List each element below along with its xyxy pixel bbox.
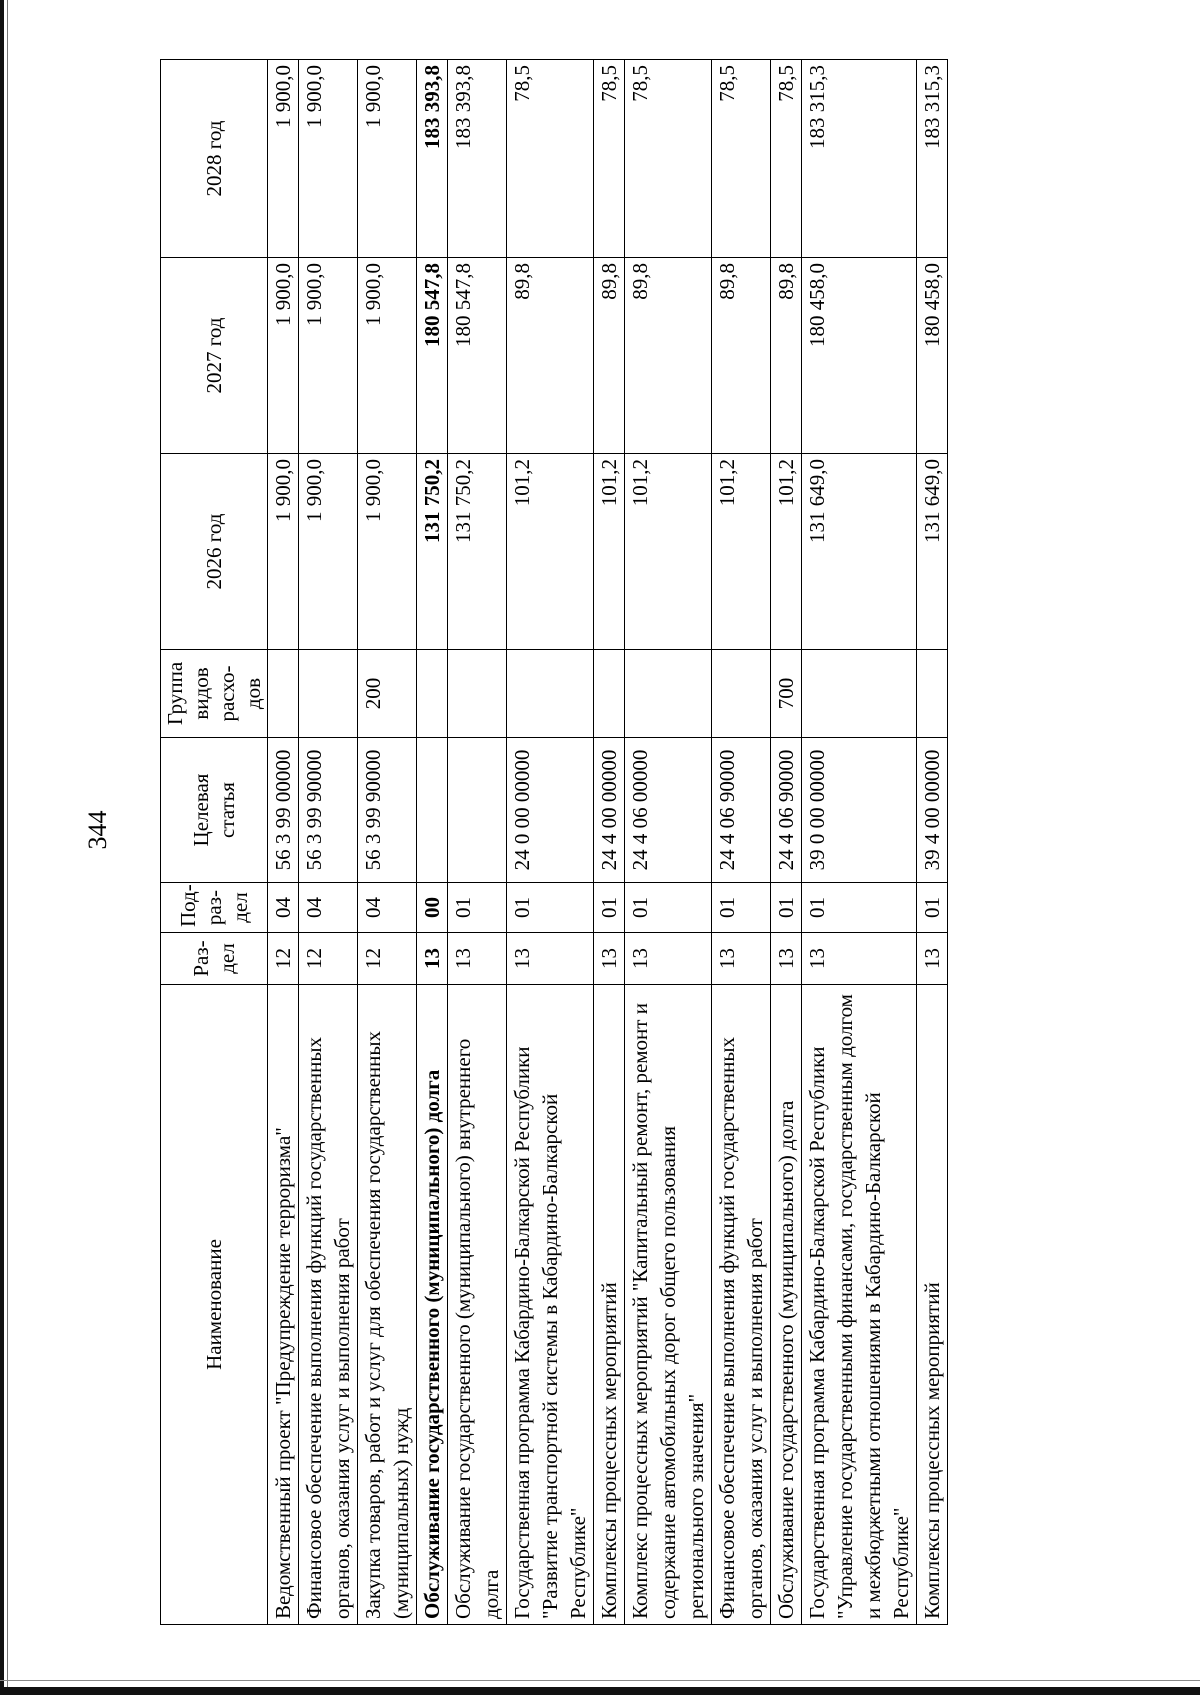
cell-expense-group	[268, 650, 299, 738]
table-row	[802, 60, 917, 1625]
cell-section: 13	[594, 933, 625, 985]
cell-section: 13	[417, 933, 448, 985]
cell-2027: 1 900,0	[268, 258, 299, 454]
budget-table	[160, 59, 948, 1625]
cell-subsection: 01	[625, 883, 712, 933]
table-row	[417, 60, 448, 1625]
cell-target-article: 56 3 99 90000	[299, 738, 358, 883]
scan-edge-left	[0, 0, 4, 1695]
cell-subsection: 01	[507, 883, 594, 933]
cell-target-article: 39 0 00 00000	[802, 738, 917, 883]
cell-target-article: 39 4 00 00000	[917, 738, 948, 883]
header-year-2026: 2026 год	[161, 454, 268, 650]
cell-section: 13	[771, 933, 802, 985]
cell-target-article	[448, 738, 507, 883]
cell-target-article: 56 3 99 90000	[358, 738, 417, 883]
cell-2028: 183 393,8	[417, 60, 448, 258]
cell-2028: 1 900,0	[299, 60, 358, 258]
table-row	[358, 60, 417, 1625]
cell-2028: 183 315,3	[917, 60, 948, 258]
header-expense-group: Группа видов расхо- дов	[161, 650, 268, 738]
cell-2026: 131 750,2	[448, 454, 507, 650]
cell-subsection: 04	[299, 883, 358, 933]
header-year-2028: 2028 год	[161, 60, 268, 258]
cell-2028: 78,5	[712, 60, 771, 258]
scan-edge-left-line	[7, 0, 8, 1695]
table-row	[299, 60, 358, 1625]
cell-section: 12	[268, 933, 299, 985]
cell-name: Ведомственный проект "Предупреждение терроризма"	[268, 985, 299, 1625]
cell-2028: 1 900,0	[268, 60, 299, 258]
cell-2028: 78,5	[625, 60, 712, 258]
cell-2026: 131 750,2	[417, 454, 448, 650]
header-subsection: Под- раз- дел	[161, 883, 268, 933]
cell-2026: 131 649,0	[802, 454, 917, 650]
cell-2026: 1 900,0	[358, 454, 417, 650]
cell-name: Обслуживание государственного (муниципального) долга	[417, 985, 448, 1625]
table-header-row	[161, 60, 268, 1625]
scan-edge-bottom	[0, 1687, 1200, 1695]
cell-2027: 1 900,0	[358, 258, 417, 454]
cell-name: Закупка товаров, работ и услуг для обеспечения государственных (муниципальных) нужд	[358, 985, 417, 1625]
table-row	[712, 60, 771, 1625]
cell-expense-group	[802, 650, 917, 738]
cell-2027: 89,8	[771, 258, 802, 454]
cell-section: 13	[917, 933, 948, 985]
cell-2027: 89,8	[594, 258, 625, 454]
cell-2028: 1 900,0	[358, 60, 417, 258]
cell-name: Финансовое обеспечение выполнения функций государственных органов, оказания услуг и выполнения работ	[712, 985, 771, 1625]
cell-2026: 101,2	[507, 454, 594, 650]
cell-2027: 180 458,0	[917, 258, 948, 454]
table-row	[507, 60, 594, 1625]
cell-subsection: 01	[802, 883, 917, 933]
cell-name: Финансовое обеспечение выполнения функций государственных органов, оказания услуг и выполнения работ	[299, 985, 358, 1625]
header-target-article: Целевая статья	[161, 738, 268, 883]
cell-expense-group	[507, 650, 594, 738]
cell-section: 13	[448, 933, 507, 985]
table-body	[268, 60, 948, 1625]
cell-section: 13	[507, 933, 594, 985]
table-row	[917, 60, 948, 1625]
cell-subsection: 01	[594, 883, 625, 933]
table-row	[625, 60, 712, 1625]
cell-target-article: 24 4 06 90000	[771, 738, 802, 883]
cell-section: 12	[299, 933, 358, 985]
cell-2028: 78,5	[594, 60, 625, 258]
cell-section: 12	[358, 933, 417, 985]
cell-expense-group: 700	[771, 650, 802, 738]
cell-name: Государственная программа Кабардино-Балкарской Республики "Развитие транспортной системы в Кабардино-Балкарской Республике"	[507, 985, 594, 1625]
cell-2027: 180 547,8	[417, 258, 448, 454]
cell-2026: 131 649,0	[917, 454, 948, 650]
header-year-2027: 2027 год	[161, 258, 268, 454]
cell-2026: 101,2	[712, 454, 771, 650]
cell-expense-group	[625, 650, 712, 738]
cell-expense-group: 200	[358, 650, 417, 738]
cell-2027: 180 458,0	[802, 258, 917, 454]
header-name: Наименование	[161, 985, 268, 1625]
cell-2027: 89,8	[625, 258, 712, 454]
cell-2028: 78,5	[771, 60, 802, 258]
page-number: 344	[83, 810, 112, 850]
cell-2026: 101,2	[594, 454, 625, 650]
cell-2028: 78,5	[507, 60, 594, 258]
cell-2027: 180 547,8	[448, 258, 507, 454]
cell-name: Комплексы процессных мероприятий	[917, 985, 948, 1625]
cell-2026: 101,2	[625, 454, 712, 650]
cell-name: Государственная программа Кабардино-Балкарской Республики "Управление государственными финансами, государственным долгом и межбюджетными отношениями в Кабардино-Балкарской Республике"	[802, 985, 917, 1625]
cell-2027: 89,8	[507, 258, 594, 454]
scan-edge-bottom-line	[0, 1680, 1200, 1681]
cell-2028: 183 315,3	[802, 60, 917, 258]
cell-2026: 101,2	[771, 454, 802, 650]
cell-2027: 1 900,0	[299, 258, 358, 454]
rotated-table-container	[160, 60, 1060, 1625]
cell-expense-group	[594, 650, 625, 738]
cell-target-article	[417, 738, 448, 883]
cell-target-article: 56 3 99 00000	[268, 738, 299, 883]
cell-2026: 1 900,0	[268, 454, 299, 650]
cell-target-article: 24 4 06 90000	[712, 738, 771, 883]
table-row	[594, 60, 625, 1625]
cell-subsection: 01	[917, 883, 948, 933]
table-row	[268, 60, 299, 1625]
cell-name: Обслуживание государственного (муниципального) внутреннего долга	[448, 985, 507, 1625]
cell-section: 13	[625, 933, 712, 985]
cell-2028: 183 393,8	[448, 60, 507, 258]
cell-section: 13	[802, 933, 917, 985]
cell-subsection: 01	[712, 883, 771, 933]
cell-expense-group	[417, 650, 448, 738]
table-row	[448, 60, 507, 1625]
cell-2026: 1 900,0	[299, 454, 358, 650]
cell-target-article: 24 0 00 00000	[507, 738, 594, 883]
cell-target-article: 24 4 00 00000	[594, 738, 625, 883]
cell-expense-group	[448, 650, 507, 738]
cell-expense-group	[917, 650, 948, 738]
cell-target-article: 24 4 06 00000	[625, 738, 712, 883]
cell-expense-group	[299, 650, 358, 738]
cell-name: Комплекс процессных мероприятий "Капитальный ремонт, ремонт и содержание автомобильных дорог общего пользования регионального значения"	[625, 985, 712, 1625]
cell-expense-group	[712, 650, 771, 738]
header-section: Раз- дел	[161, 933, 268, 985]
cell-subsection: 01	[448, 883, 507, 933]
cell-2027: 89,8	[712, 258, 771, 454]
cell-section: 13	[712, 933, 771, 985]
cell-subsection: 01	[771, 883, 802, 933]
table-row	[771, 60, 802, 1625]
cell-subsection: 04	[358, 883, 417, 933]
cell-subsection: 00	[417, 883, 448, 933]
cell-subsection: 04	[268, 883, 299, 933]
cell-name: Обслуживание государственного (муниципального) долга	[771, 985, 802, 1625]
cell-name: Комплексы процессных мероприятий	[594, 985, 625, 1625]
